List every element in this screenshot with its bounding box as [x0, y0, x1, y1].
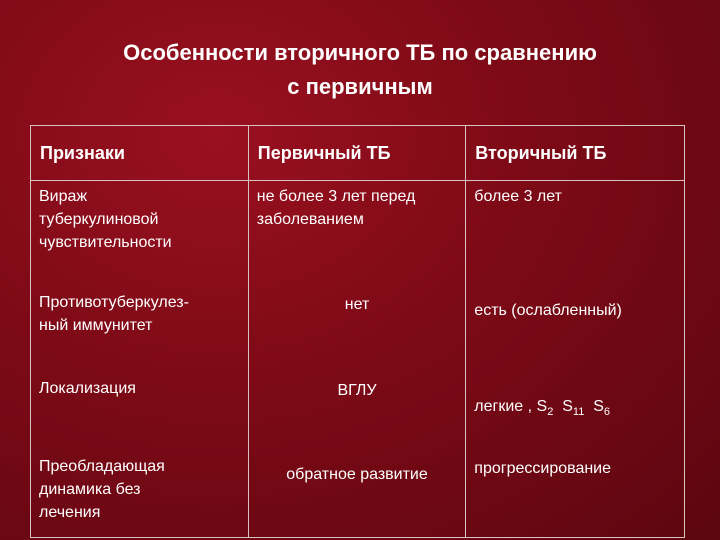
feature-cell	[31, 373, 249, 451]
primary-text-line: заболеванием	[256, 211, 364, 228]
feature-cell	[31, 287, 249, 373]
header-secondary-tb: Вторичный ТБ	[466, 126, 685, 181]
secondary-cell	[466, 287, 685, 373]
secondary-cell	[466, 451, 685, 538]
primary-text: ВГЛУ	[337, 382, 377, 399]
slide-title-line-2: с первичным	[287, 74, 433, 99]
feature-cell	[31, 181, 249, 288]
header-primary-tb: Первичный ТБ	[248, 126, 466, 181]
table-row	[31, 287, 685, 373]
primary-cell	[248, 287, 466, 373]
comparison-table	[30, 125, 685, 538]
feature-text-line: динамика без	[39, 481, 141, 498]
feature-text: Локализация	[39, 380, 136, 397]
header-features: Признаки	[31, 126, 249, 181]
secondary-cell	[466, 373, 685, 451]
primary-cell	[248, 373, 466, 451]
feature-text-line: Вираж	[39, 188, 88, 205]
primary-text-line: не более 3 лет перед	[256, 188, 416, 205]
table-row	[31, 373, 685, 451]
primary-cell	[248, 181, 466, 288]
secondary-cell	[466, 181, 685, 288]
secondary-text: есть (ослабленный)	[474, 302, 622, 319]
feature-text-line: чувствительности	[39, 234, 172, 251]
primary-text: обратное развитие	[286, 466, 428, 483]
segment-s6: $S_6$	[593, 398, 611, 418]
feature-text-line: Противотуберкулез-	[39, 294, 189, 311]
secondary-text: более 3 лет	[474, 188, 562, 205]
feature-text-line: лечения	[39, 504, 101, 521]
segment-s2: $S_2$	[536, 398, 554, 418]
primary-text: нет	[344, 296, 370, 313]
feature-text-line: туберкулиновой	[39, 211, 159, 228]
table-row	[31, 181, 685, 288]
table-header-row	[31, 126, 685, 181]
feature-text-line: Преобладающая	[39, 458, 165, 475]
segment-s11: $S_{11}$	[562, 398, 585, 418]
slide-title	[0, 36, 720, 104]
feature-text-line: ный иммунитет	[39, 317, 153, 334]
secondary-text: прогрессирование	[474, 460, 612, 477]
primary-cell	[248, 451, 466, 538]
slide-title-line-1: Особенности вторичного ТБ по сравнению	[123, 40, 597, 65]
localization-text: легкие ,	[474, 398, 533, 415]
feature-cell	[31, 451, 249, 538]
table-row	[31, 451, 685, 538]
